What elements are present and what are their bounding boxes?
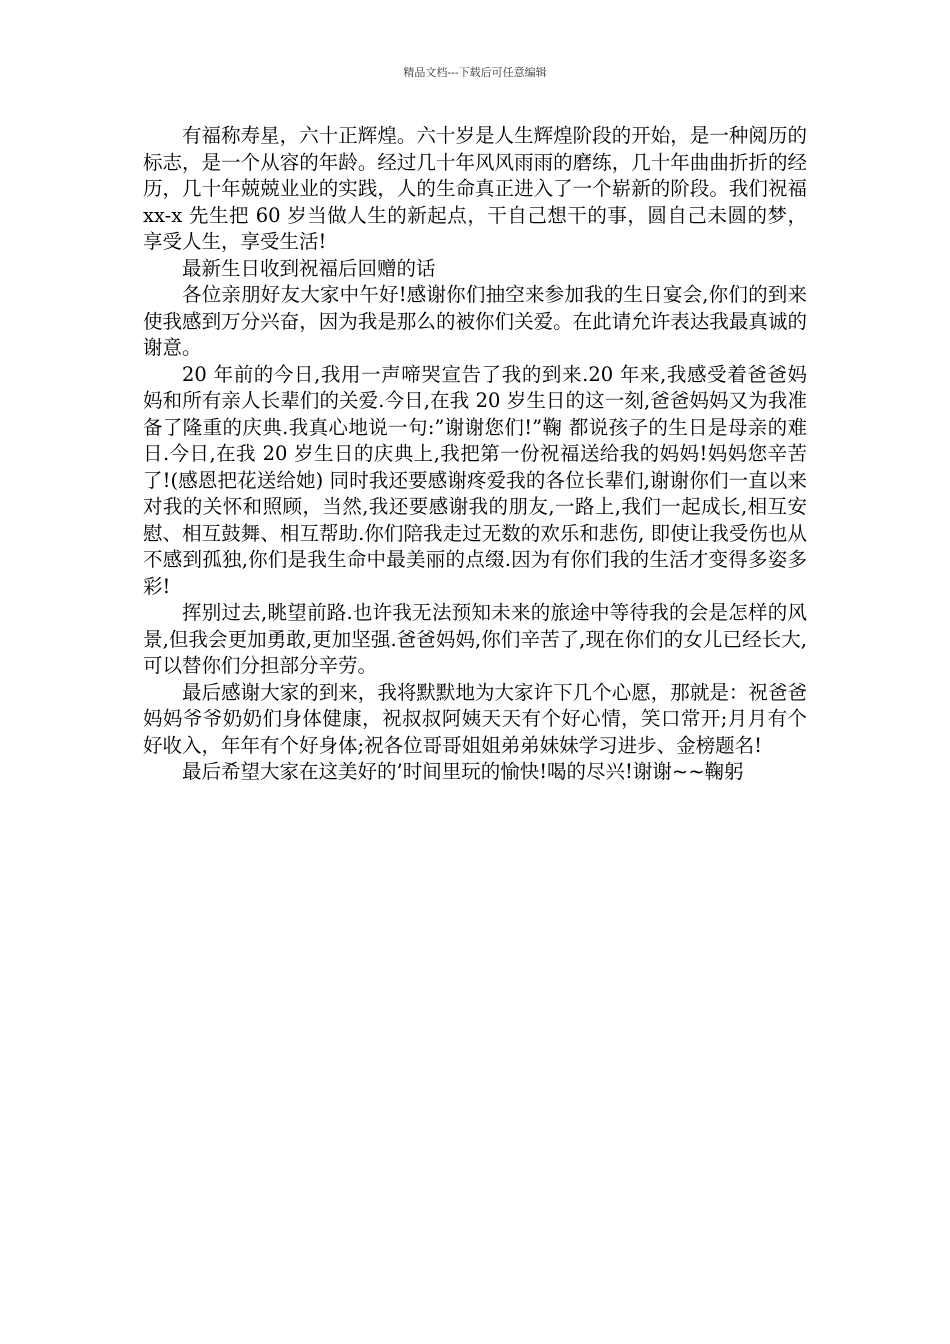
paragraph-greeting: 各位亲朋好友大家中午好!感谢你们抽空来参加我的生日宴会,你们的到来使我感到万分兴奋，因为我是那么的被你们关爱。在此请允许表达我最真诚的谢意。 [143, 283, 807, 359]
paragraph-wishes: 最后感谢大家的到来，我将默默地为大家许下几个心愿，那就是：祝爸爸妈妈爷爷奶奶们身体健康，祝叔叔阿姨天天有个好心情，笑口常开;月月有个好收入，年年有个好身体;祝各位哥哥姐姐弟弟妹妹学习进步、金榜题名! [143, 680, 807, 757]
paragraph-closing: 最后希望大家在这美好的’时间里玩的愉快!喝的尽兴!谢谢~~鞠躬 [182, 760, 744, 783]
paragraph-twenty-years: 20 年前的今日,我用一声啼哭宣告了我的到来.20 年来,我感受着爸爸妈妈和所有亲人长辈们的关爱.今日,在我 20 岁生日的这一刻,爸爸妈妈又为我准备了隆重的庆典.我真心地说一句:”谢谢您们!”鞠 都说孩子的生日是母亲的难日.今日,在我 20 岁生日的庆典上,我把第一份祝福送给我的妈妈!妈妈您辛苦了!(感恩把花送给她) 同时我还要感谢疼爱我的各位长辈们,谢谢你们一直以来对我的关怀和照顾，当然,我还要感谢我的朋友,一路上,我们一起成长,相互安慰、相互鼓舞、相互帮助.你们陪我走过无数的欢乐和悲伤, 即使让我受伤也从不感到孤独,你们是我生命中最美丽的点缀.因为有你们我的生活才变得多姿多彩! [143, 362, 807, 598]
section-heading: 最新生日收到祝福后回赠的话 [182, 256, 436, 280]
paragraph-birthday-wish: 有福称寿星，六十正辉煌。六十岁是人生辉煌阶段的开始，是一种阅历的标志，是一个从容的年龄。经过几十年风风雨雨的磨练，几十年曲曲折折的经历，几十年兢兢业业的实践，人的生命真正进入了一个崭新的阶段。我们祝福 xx-x 先生把 60 岁当做人生的新起点，干自己想干的事，圆自己未圆的梦，享受人生，享受生活! [143, 124, 807, 253]
paragraph-farewell-past: 挥别过去,眺望前路.也许我无法预知未来的旅途中等待我的会是怎样的风景,但我会更加勇敢,更加坚强.爸爸妈妈,你们辛苦了,现在你们的女儿已经长大,可以替你们分担部分辛劳。 [143, 601, 807, 677]
document-body [143, 123, 807, 786]
page-header: 精品文档---下载后可任意编辑 [403, 66, 547, 79]
